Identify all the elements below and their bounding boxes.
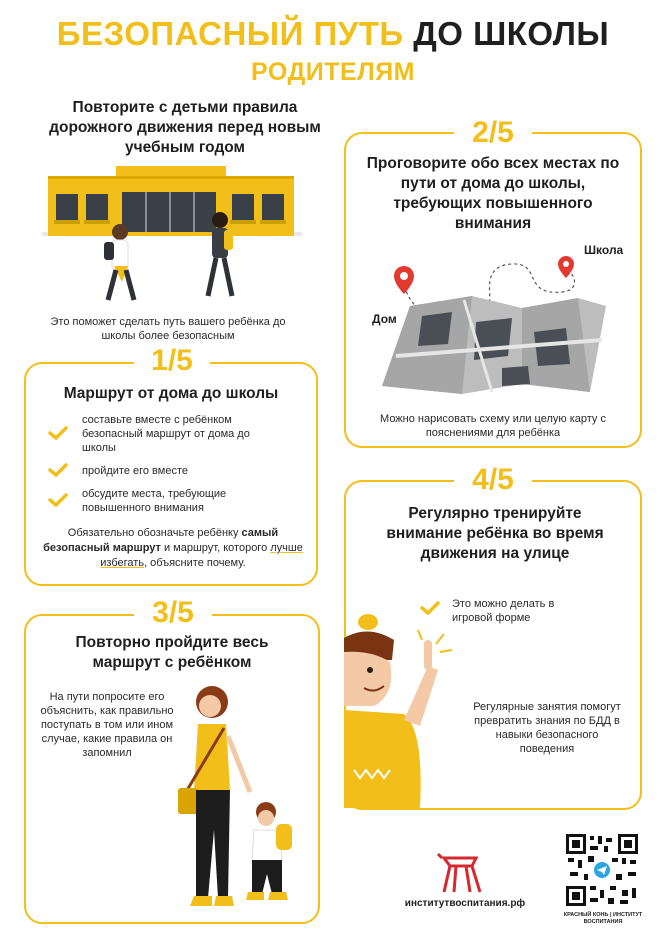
page-subtitle: РОДИТЕЛЯМ <box>250 58 416 86</box>
intro-lead: Повторите с детьми правила дорожного движения перед новым учебным годом <box>49 99 321 156</box>
step1-item-3: обсудите места, требующие повышенного внимания <box>82 488 227 514</box>
step1-note-part2: и маршрут, которого <box>160 542 271 554</box>
step1-item-1: составьте вместе с ребёнком безопасный маршрут от дома до школы <box>82 414 250 454</box>
footer-site-link[interactable]: институтвоспитания.рф <box>404 898 526 909</box>
step4-text: Регулярные занятия помогут превратить знания по БДД в навыки безопасного поведения <box>473 701 621 755</box>
step1-note-bold: самый безопасный маршрут <box>43 527 279 554</box>
step2-number: 2/5 <box>454 117 532 149</box>
boy-pointing-illustration <box>344 610 474 808</box>
step1-title: Маршрут от дома до школы <box>63 385 279 402</box>
step1-note-underline: лучше избегать <box>100 542 303 569</box>
step4-tip: Это можно делать в игровой форме <box>452 598 555 624</box>
horse-logo-icon <box>436 852 486 896</box>
title-part-dark: ДО ШКОЛЫ <box>413 15 610 52</box>
mother-child-illustration <box>168 680 318 916</box>
qr-code[interactable] <box>564 832 640 908</box>
map-label-school: Школа <box>584 243 624 257</box>
intro-caption: Это поможет сделать путь вашего ребёнка до школы более безопасным <box>50 316 286 342</box>
map-pin-icon <box>394 266 414 294</box>
page-title <box>0 12 666 56</box>
title-part-yellow: БЕЗОПАСНЫЙ ПУТЬ <box>56 15 404 52</box>
school-illustration <box>42 162 302 310</box>
check-icon <box>48 493 68 507</box>
step1-item-2: пройдите его вместе <box>82 465 188 477</box>
step3-text: На пути попросите его объяснить, как правильно поступать в том или ином случае, какие правила он запомнил <box>40 691 174 759</box>
step1-number: 1/5 <box>134 345 210 377</box>
step2-caption: Можно нарисовать схему или целую карту с пояснениями для ребёнка <box>380 413 606 439</box>
step2-title: Проговорите обо всех местах по пути от дома до школы, требующих повышенного внимания <box>366 155 620 232</box>
step1-note <box>42 526 304 571</box>
step3-number: 3/5 <box>134 597 212 629</box>
qr-caption: КРАСНЫЙ КОНЬ | ИНСТИТУТ ВОСПИТАНИЯ <box>563 912 643 925</box>
step1-note-part3: , объясните почему. <box>144 557 246 569</box>
step4-number: 4/5 <box>454 464 532 496</box>
check-icon <box>48 463 68 477</box>
step1-note-part1: Обязательно обозначьте ребёнку <box>67 527 242 539</box>
map-label-home: Дом <box>372 312 397 326</box>
step3-title: Повторно пройдите весь маршрут с ребёнком <box>75 634 269 671</box>
step4-title: Регулярно тренируйте внимание ребёнка во время движения на улице <box>386 505 604 562</box>
check-icon <box>48 426 68 440</box>
